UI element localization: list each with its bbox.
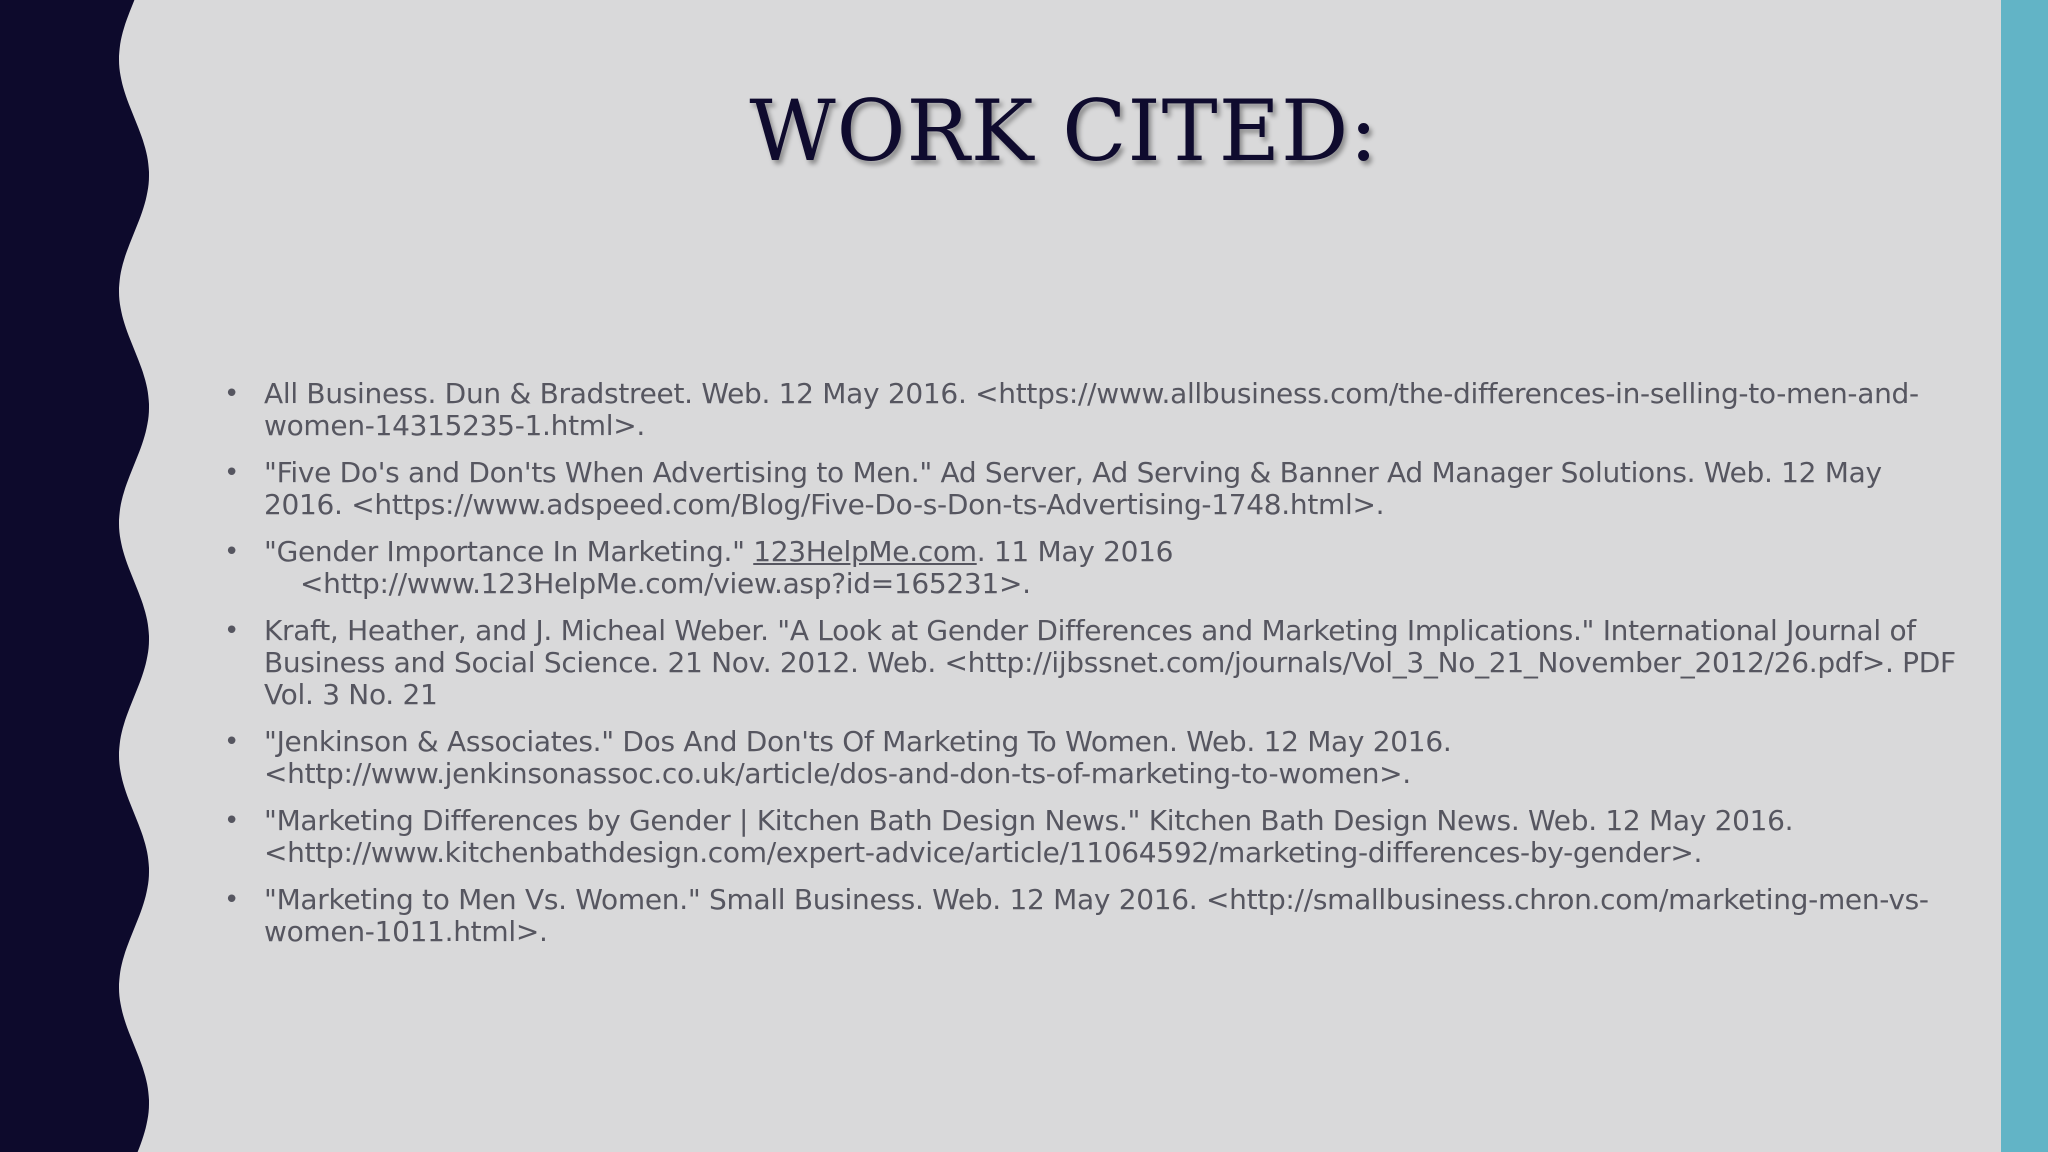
reference-item [220,377,1919,442]
bullet-icon: • [224,806,240,836]
reference-link[interactable]: 123HelpMe.com [753,535,977,568]
reference-line: Business and Social Science. 21 Nov. 2012. Web. <http://ijbssnet.com/journals/Vol_3_No_21_November_2012/26.pdf>. PDF [264,646,1956,679]
bullet-icon: • [224,458,240,488]
reference-line: All Business. Dun & Bradstreet. Web. 12 May 2016. <https://www.allbusiness.com/the-differences-in-selling-to-men-and- [264,377,1919,410]
reference-item [220,536,1890,600]
reference-text: . 11 May 2016 [976,535,1174,568]
reference-line: 2016. <https://www.adspeed.com/Blog/Five-Do-s-Don-ts-Advertising-1748.html>. [264,488,1385,521]
reference-item [220,883,1929,948]
bullet-icon: • [224,885,240,915]
bullet-icon: • [224,537,240,567]
reference-line: "Marketing to Men Vs. Women." Small Business. Web. 12 May 2016. <http://smallbusiness.chron.com/marketing-men-vs- [264,883,1929,916]
reference-item [220,805,1890,869]
reference-item [220,726,1890,790]
bullet-icon: • [224,616,240,646]
reference-line: <http://www.123HelpMe.com/view.asp?id=165231>. [300,567,1031,600]
reference-item [220,614,1956,711]
bullet-icon: • [224,727,240,757]
reference-line: "Marketing Differences by Gender | Kitchen Bath Design News." Kitchen Bath Design News. Web. 12 May 2016. [264,804,1794,837]
reference-line: Kraft, Heather, and J. Micheal Weber. "A Look at Gender Differences and Marketing Implications." International Journal of [264,614,1916,647]
reference-line: women-1011.html>. [264,915,548,948]
reference-line: <http://www.jenkinsonassoc.co.uk/article/dos-and-don-ts-of-marketing-to-women>. [264,757,1411,790]
bullet-icon: • [224,379,240,409]
reference-text: "Gender Importance In Marketing." [264,535,754,568]
slide-title: WORK CITED: [749,82,1379,180]
reference-item [220,457,1890,521]
reference-line [264,536,1890,568]
right-accent-band [2001,0,2048,1152]
reference-list [220,377,1956,963]
reference-line: Vol. 3 No. 21 [264,678,438,711]
reference-line: "Five Do's and Don'ts When Advertising to Men." Ad Server, Ad Serving & Banner Ad Manager Solutions. Web. 12 May [264,456,1882,489]
reference-line: women-14315235-1.html>. [264,409,645,442]
reference-line: "Jenkinson & Associates." Dos And Don'ts Of Marketing To Women. Web. 12 May 2016. [264,725,1452,758]
reference-line: <http://www.kitchenbathdesign.com/expert-advice/article/11064592/marketing-differences-by-gender>. [264,836,1703,869]
